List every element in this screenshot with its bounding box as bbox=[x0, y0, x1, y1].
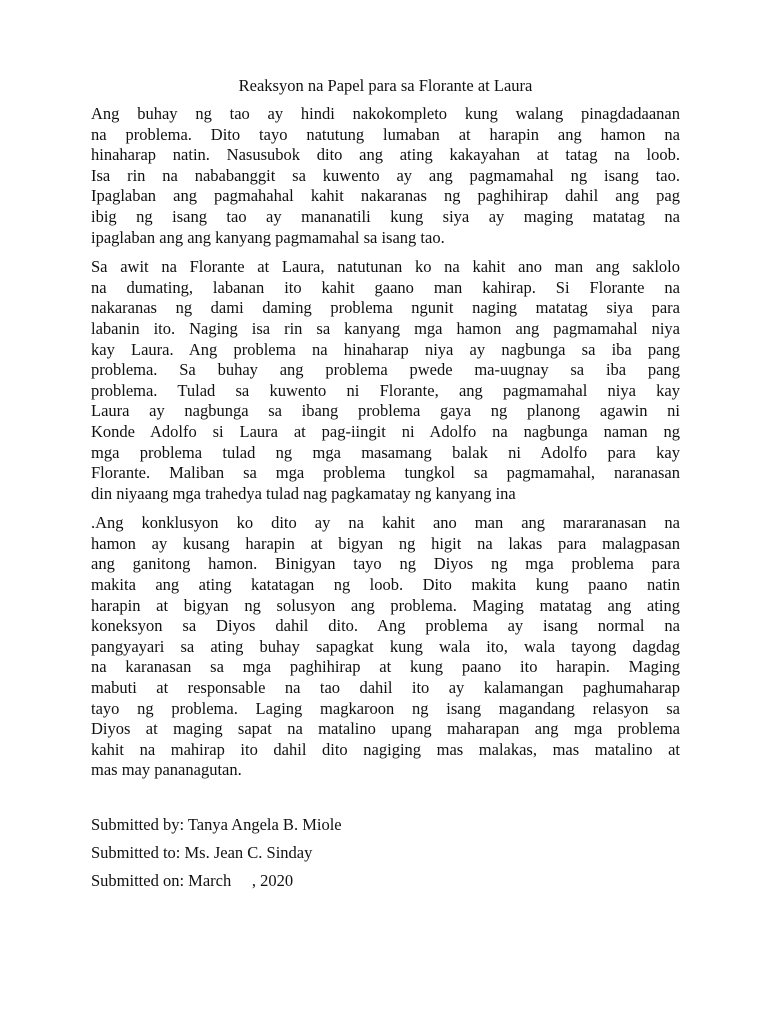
text-line: nakaranas ng dami daming problema ngunit naging matatag siya para bbox=[91, 298, 680, 318]
text-line: harapin at bigyan ng solusyon ang problema. Maging matatag ang ating bbox=[91, 595, 680, 615]
text-line: Konde Adolfo si Laura at pag-iingit ni Adolfo na nagbunga naman ng bbox=[91, 421, 680, 441]
text-line: problema. Sa buhay ang problema pwede ma-uugnay sa iba pang bbox=[91, 360, 680, 380]
text-line: pangyayari sa ating buhay sapagkat kung wala ito, wala tayong dagdag bbox=[91, 636, 680, 656]
text-line: koneksyon sa Diyos dahil dito. Ang problema ay isang normal na bbox=[91, 616, 680, 636]
text-line: kay Laura. Ang problema na hinaharap niya ay nagbunga sa iba pang bbox=[91, 339, 680, 359]
paragraph-2 bbox=[91, 257, 680, 504]
text-line: Diyos at maging sapat na matalino upang maharapan ang mga problema bbox=[91, 719, 680, 739]
submission-block bbox=[91, 815, 680, 891]
text-line: makita ang ating katatagan ng loob. Dito makita kung paano natin bbox=[91, 575, 680, 595]
text-line: labanin ito. Naging isa rin sa kanyang mga hamon ang pagmamahal niya bbox=[91, 318, 680, 338]
text-line: mas may pananagutan. bbox=[91, 760, 242, 780]
text-line: mabuti at responsable na tao dahil ito ay kalamangan paghumaharap bbox=[91, 678, 680, 698]
submitted-to: Submitted to: Ms. Jean C. Sinday bbox=[91, 843, 313, 862]
text-line: Ang buhay ng tao ay hindi nakokompleto kung walang pinagdadaanan bbox=[91, 104, 680, 123]
text-line: tayo ng problema. Laging magkaroon ng isang magandang relasyon sa bbox=[91, 698, 680, 718]
document-page bbox=[91, 74, 680, 899]
paragraph-3 bbox=[91, 513, 680, 781]
text-line: Florante. Maliban sa mga problema tungkol sa pagmamahal, naranasan bbox=[91, 463, 680, 483]
text-line: na problema. Dito tayo natutung lumaban at harapin ang hamon na bbox=[91, 124, 680, 144]
text-line: hamon ay kusang harapin at bigyan ng higit na lakas para malagpasan bbox=[91, 533, 680, 553]
text-line: Sa awit na Florante at Laura, natutunan ko na kahit ano man ang saklolo bbox=[91, 257, 680, 277]
text-line: mga problema tulad ng mga masamang balak ni Adolfo para kay bbox=[91, 442, 680, 462]
document-title: Reaksyon na Papel para sa Florante at Laura bbox=[238, 76, 533, 95]
text-line: Laura ay nagbunga sa ibang problema gaya ng planong agawin ni bbox=[91, 401, 680, 421]
text-line: hinaharap natin. Nasusubok dito ang ating kakayahan at tatag na loob. bbox=[91, 145, 680, 165]
submitted-on: Submitted on: March , 2020 bbox=[91, 871, 294, 890]
text-line: din niyaang mga trahedya tulad nag pagkamatay ng kanyang ina bbox=[91, 483, 516, 503]
text-line: problema. Tulad sa kuwento ni Florante, ang pagmamahal niya kay bbox=[91, 380, 680, 400]
text-line: na karanasan sa mga paghihirap at kung paano ito harapin. Maging bbox=[91, 657, 680, 677]
text-line: Isa rin na nababanggit sa kuwento ay ang pagmamahal ng isang tao. bbox=[91, 165, 680, 185]
text-line: kahit na mahirap ito dahil dito nagiging mas malakas, mas matalino at bbox=[91, 739, 680, 759]
paragraph-1 bbox=[91, 104, 680, 248]
text-line: Ipaglaban ang pagmahahal kahit nakaranas ng paghihirap dahil ang pag bbox=[91, 186, 680, 206]
text-line: .Ang konklusyon ko dito ay na kahit ano man ang mararanasan na bbox=[91, 513, 680, 533]
text-line: ibig ng isang tao ay mananatili kung siya ay maging matatag na bbox=[91, 206, 680, 226]
submitted-by: Submitted by: Tanya Angela B. Miole bbox=[91, 815, 342, 834]
text-line: ipaglaban ang ang kanyang pagmamahal sa isang tao. bbox=[91, 227, 445, 247]
text-line: ang ganitong hamon. Binigyan tayo ng Diyos ng mga problema para bbox=[91, 554, 680, 574]
text-line: na dumating, labanan ito kahit gaano man kahirap. Si Florante na bbox=[91, 277, 680, 297]
